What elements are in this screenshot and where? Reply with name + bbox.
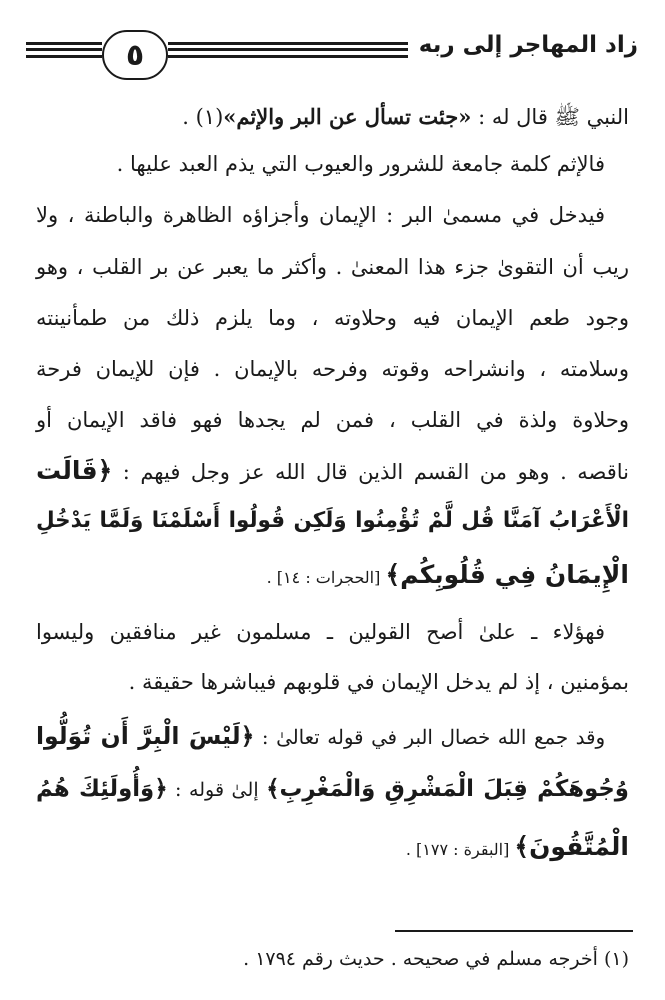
text-segment: ناقصه . وهو من القسم الذين قال الله عز وجل فيهم : bbox=[112, 460, 629, 484]
text-segment: فالإثم كلمة جامعة للشرور والعيوب التي يذم العبد عليها . bbox=[116, 152, 605, 176]
text-segment: وحلاوة ولذة في القلب ، فمن لم يجدها فهو فاقد الإيمان أو bbox=[36, 408, 629, 432]
text-segment: بمؤمنين ، إذ لم يدخل الإيمان في قلوبهم فيباشرها حقيقة . bbox=[128, 670, 629, 694]
text-segment: وسلامته ، وانشراحه وقوته وفرحه بالإيمان . فإن للإيمان فرحة bbox=[36, 357, 629, 381]
quran-verse: ﴿لَيْسَ الْبِرَّ أَن تُوَلُّوا bbox=[36, 722, 255, 750]
text-segment: فيدخل في مسمىٰ البر : الإيمان وأجزاؤه الظاهرة والباطنة ، ولا bbox=[36, 203, 605, 227]
header-rule bbox=[26, 55, 102, 58]
footnote-separator bbox=[395, 930, 633, 932]
header-rule bbox=[168, 55, 408, 58]
verse-reference: [البقرة : ١٧٧] . bbox=[405, 840, 515, 859]
running-title: زاد المهاجر إلى ربه bbox=[418, 32, 638, 58]
text-line bbox=[36, 255, 629, 279]
header-rule bbox=[168, 42, 408, 45]
text-line bbox=[36, 776, 629, 802]
text-line bbox=[36, 104, 629, 135]
quran-verse: الْمُتَّقُونَ﴾ bbox=[514, 832, 629, 861]
text-line bbox=[36, 832, 629, 861]
text-line bbox=[36, 560, 629, 589]
quran-verse: الْإِيمَانُ فِي قُلُوبِكُم﴾ bbox=[385, 560, 629, 589]
text-line bbox=[36, 620, 605, 644]
text-segment: إلىٰ قوله : bbox=[167, 778, 267, 801]
quran-verse: ﴿قَالَت bbox=[36, 456, 113, 485]
text-line bbox=[36, 357, 629, 381]
header-rule bbox=[168, 48, 408, 51]
header-rule bbox=[26, 48, 102, 51]
verse-reference: [الحجرات : ١٤] . bbox=[266, 568, 386, 587]
text-line bbox=[36, 504, 629, 533]
text-line bbox=[36, 408, 629, 432]
quran-verse: وُجُوهَكُمْ قِبَلَ الْمَشْرِقِ وَالْمَغْرِبِ﴾ bbox=[266, 776, 629, 802]
text-line bbox=[36, 203, 605, 227]
quran-verse: الْأَعْرَابُ آمَنَّا قُل لَّمْ تُؤْمِنُوا وَلَكِن قُولُوا أَسْلَمْنَا وَلَمَّا يَدْخُلِ bbox=[36, 508, 629, 533]
footnote: (١) أخرجه مسلم في صحيحه . حديث رقم ١٧٩٤ . bbox=[243, 948, 629, 970]
text-line bbox=[36, 306, 629, 330]
text-segment: فهؤلاء ـ علىٰ أصح القولين ـ مسلمون غير منافقين وليسوا bbox=[36, 620, 605, 644]
text-segment: النبي ﷺ قال له : bbox=[471, 105, 629, 129]
text-segment: ريب أن التقوىٰ جزء هذا المعنىٰ . وأكثر ما يعبر عن بر القلب ، وهو bbox=[36, 255, 629, 279]
header-rule bbox=[26, 42, 102, 45]
text-line bbox=[36, 722, 605, 750]
page-number: ٥ bbox=[102, 30, 168, 80]
footnote-ref: (١) . bbox=[182, 105, 224, 129]
text-line bbox=[36, 670, 629, 694]
page-header bbox=[26, 28, 638, 80]
text-segment: وجود طعم الإيمان فيه وحلاوته ، وما يلزم ذلك من طمأنينته bbox=[36, 306, 629, 330]
text-line bbox=[36, 152, 605, 176]
hadith-quote: «جئت تسأل عن البر والإثم» bbox=[223, 104, 472, 129]
text-segment: وقد جمع الله خصال البر في قوله تعالىٰ : bbox=[254, 726, 606, 749]
quran-verse: ﴿وَأُولَئِكَ هُمُ bbox=[36, 776, 168, 802]
text-line bbox=[36, 456, 629, 485]
